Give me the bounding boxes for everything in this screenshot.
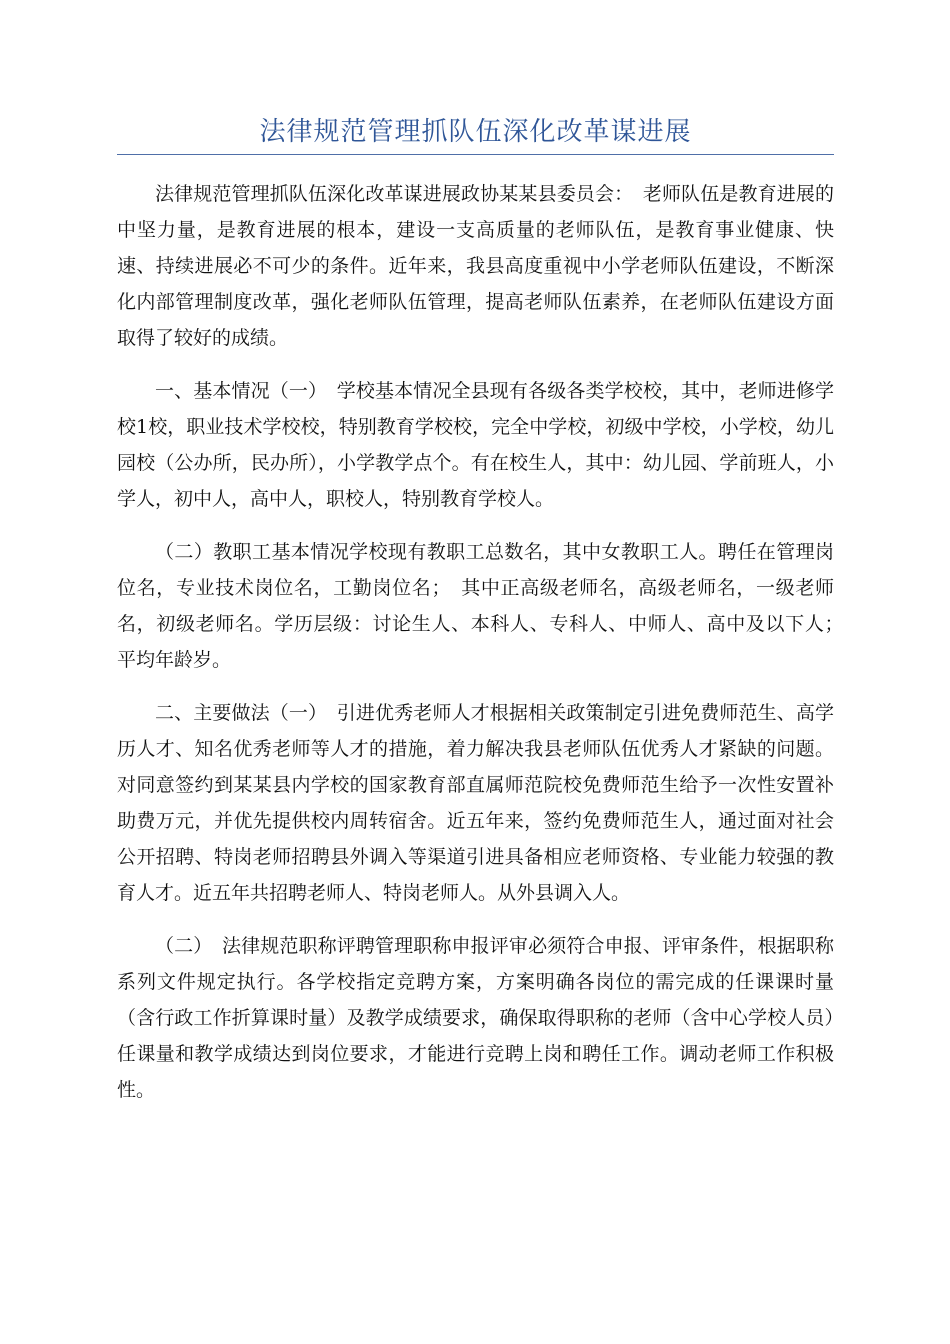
- paragraph-staff-situation: （二）教职工基本情况学校现有教职工总数名，其中女教职工人。聘任在管理岗位名，专业技术岗位名，工勤岗位名； 其中正高级老师名，高级老师名，一级老师名，初级老师名。学历层级：讨论生人、本科人、专科人、中师人、高中及以下人； 平均年龄岁。: [117, 541, 854, 671]
- paragraph-basic-situation: 一、基本情况（一） 学校基本情况全县现有各级各类学校校，其中，老师进修学校1校，职业技术学校校，特别教育学校校，完全中学校，初级中学校，小学校，幼儿园校（公办所，民办所），小学教学点个。有在校生人，其中：幼儿园、学前班人，小学人，初中人，高中人，职校人，特别教育学校人。: [117, 380, 834, 510]
- paragraph-title-evaluation: （二） 法律规范职称评聘管理职称申报评审必须符合申报、评审条件，根据职称系列文件规定执行。各学校指定竞聘方案，方案明确各岗位的需完成的任课课时量（含行政工作折算课时量）及教学成绩要求，确保取得职称的老师（含中心学校人员）任课量和教学成绩达到岗位要求，才能进行竞聘上岗和聘任工作。调动老师工作积极性。: [117, 935, 834, 1101]
- title-underline: [117, 154, 834, 155]
- document-title: 法律规范管理抓队伍深化改革谋进展: [259, 117, 692, 147]
- paragraph-main-practices: 二、主要做法（一） 引进优秀老师人才根据相关政策制定引进免费师范生、高学历人才、知名优秀老师等人才的措施，着力解决我县老师队伍优秀人才紧缺的问题。对同意签约到某某县内学校的国家教育部直属师范院校免费师范生给予一次性安置补助费万元，并优先提供校内周转宿舍。近五年来，签约免费师范生人，通过面对社会公开招聘、特岗老师招聘县外调入等渠道引进具备相应老师资格、专业能力较强的教育人才。近五年共招聘老师人、特岗老师人。从外县调入人。: [117, 702, 834, 904]
- document-body: [117, 176, 854, 1125]
- paragraph-intro: 法律规范管理抓队伍深化改革谋进展政协某某县委员会： 老师队伍是教育进展的中坚力量，是教育进展的根本，建设一支高质量的老师队伍，是教育事业健康、快速、持续进展必不可少的条件。近年来，我县高度重视中小学老师队伍建设，不断深化内部管理制度改革，强化老师队伍管理，提高老师队伍素养，在老师队伍建设方面取得了较好的成绩。: [117, 183, 834, 349]
